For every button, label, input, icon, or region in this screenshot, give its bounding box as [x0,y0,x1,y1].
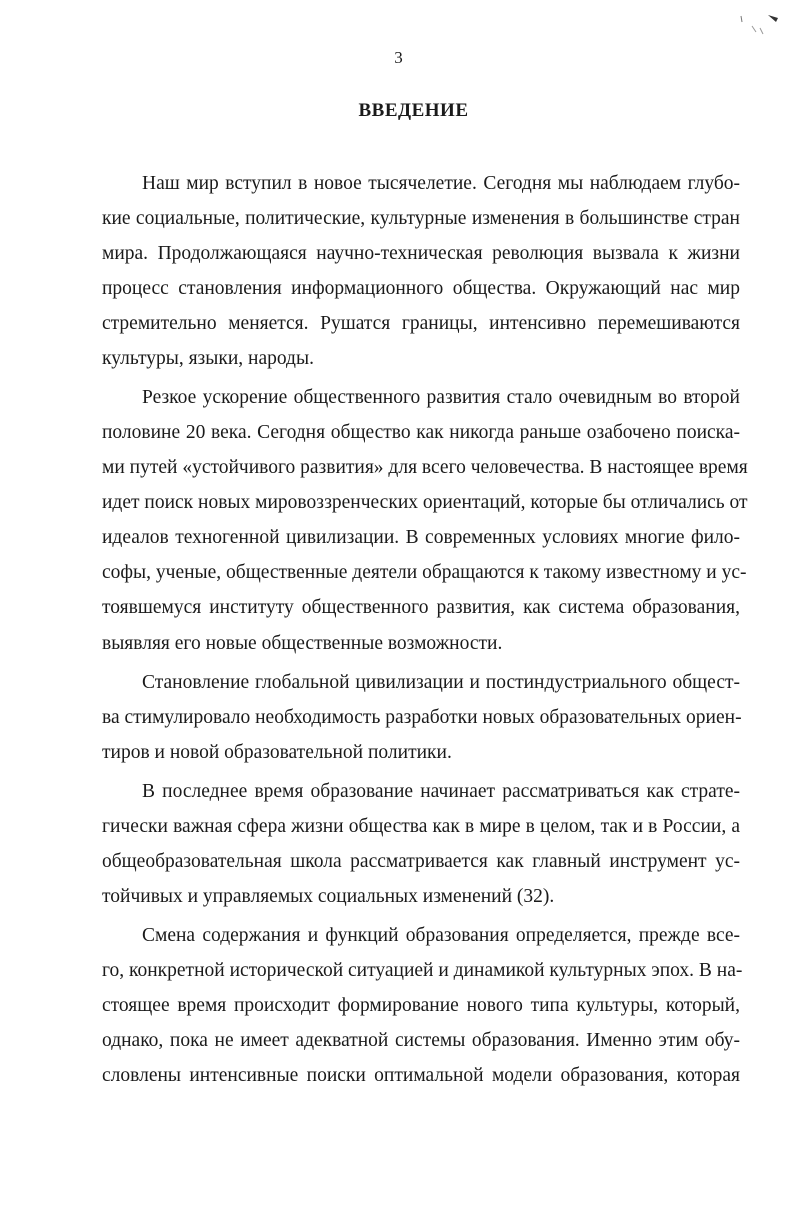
text-line: идет поиск новых мировоззренческих ориентаций, которые бы отличались от [102,492,748,513]
text-line: процесс становления информационного общества. Окружающий нас мир [102,278,740,299]
section-heading: ВВЕДЕНИЕ [358,100,469,121]
text-line: кие социальные, политические, культурные изменения в большинстве стран [102,208,740,229]
text-line: мира. Продолжающаяся научно-техническая революция вызвала к жизни [102,243,740,264]
text-line: тоявшемуся институту общественного развития, как система образования, [102,597,740,618]
text-line: однако, пока не имеет адекватной системы образования. Именно этим обу- [102,1030,740,1051]
page-number: 3 [394,48,403,67]
text-line: половине 20 века. Сегодня общество как никогда раньше озабочено поиска- [102,422,740,443]
text-line: выявляя его новые общественные возможности. [102,633,503,654]
text-line: идеалов техногенной цивилизации. В современных условиях многие фило- [102,527,740,548]
text-line: тойчивых и управляемых социальных изменений (32). [102,886,555,907]
text-line: словлены интенсивные поиски оптимальной модели образования, которая [102,1065,740,1086]
text-line: Смена содержания и функций образования определяется, прежде все- [142,925,740,946]
text-line: тиров и новой образовательной политики. [102,742,452,763]
text-line: стремительно меняется. Рушатся границы, интенсивно перемешиваются [102,313,740,334]
text-line: культуры, языки, народы. [102,348,314,369]
scan-corner-mark [738,12,788,42]
text-line: Наш мир вступил в новое тысячелетие. Сегодня мы наблюдаем глубо- [142,173,740,194]
text-line: го, конкретной исторической ситуацией и динамикой культурных эпох. В на- [102,960,743,981]
text-line: гически важная сфера жизни общества как в мире в целом, так и в России, а [102,816,740,837]
text-line: общеобразовательная школа рассматривается как главный инструмент ус- [102,851,740,872]
text-line: софы, ученые, общественные деятели обращаются к такому известному и ус- [102,562,747,583]
text-line: стоящее время происходит формирование нового типа культуры, который, [102,995,740,1016]
text-line: В последнее время образование начинает рассматриваться как страте- [142,781,740,802]
text-line: Становление глобальной цивилизации и постиндустриального общест- [142,672,740,693]
text-line: ми путей «устойчивого развития» для всего человечества. В настоящее время [102,457,748,478]
text-line: Резкое ускорение общественного развития стало очевидным во второй [142,387,740,408]
text-line: ва стимулировало необходимость разработки новых образовательных ориен- [102,707,742,728]
